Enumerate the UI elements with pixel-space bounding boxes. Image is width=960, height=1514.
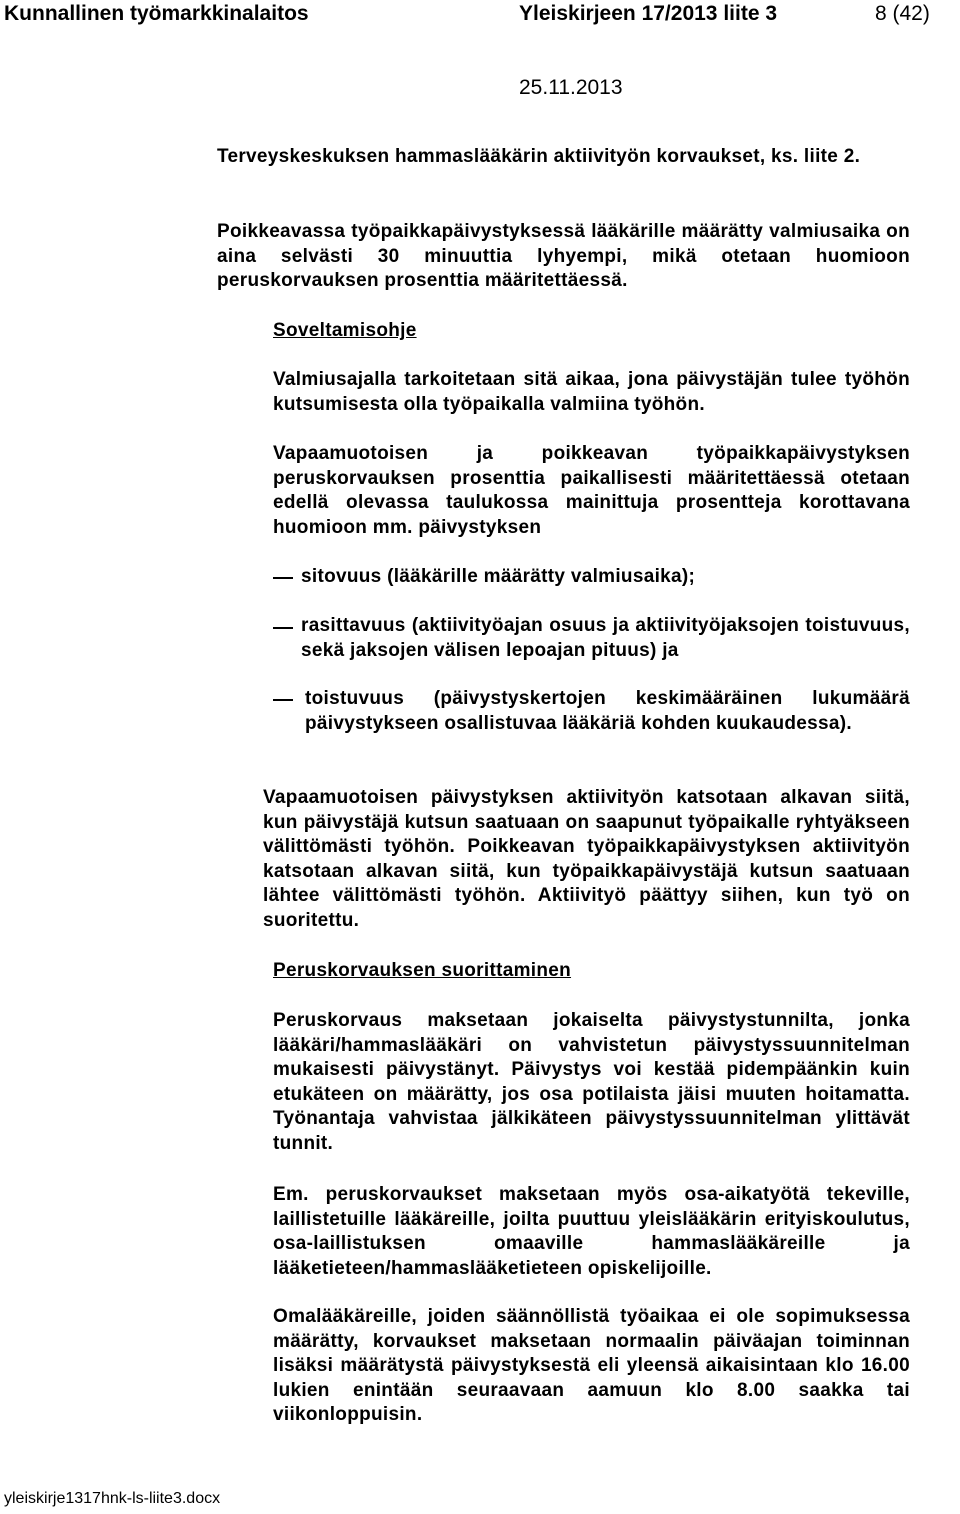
paragraph-atypical-on-call: Poikkeavassa työpaikkapäivystyksessä lääkärille määrätty valmiusaika on aina selvästi 30 minuuttia lyhyempi, mikä otetaan huomioon peruskorvauksen prosenttia määritettäessä. (217, 221, 910, 291)
heading-base-compensation-payment: Peruskorvauksen suorittaminen (273, 960, 572, 981)
bullet-dash-3 (273, 699, 293, 701)
bullet-item-strain: rasittavuus (aktiivityöajan osuus ja aktiivityöjaksojen toistuvuus, sekä jaksojen välisen lepoajan pituus) ja (301, 615, 910, 661)
bullet-dash-1 (273, 577, 293, 579)
bullet-item-frequency: toistuvuus (päivystyskertojen keskimääräinen lukumäärä päivystykseen osallistuvaa lääkäriä kohden kuukaudessa). (305, 688, 910, 734)
paragraph-standby-definition: Valmiusajalla tarkoitetaan sitä aikaa, jona päivystäjän tulee työhön kutsumisesta olla työpaikalla valmiina työhön. (273, 369, 910, 415)
document-date: 25.11.2013 (519, 76, 623, 99)
paragraph-personal-doctors: Omalääkäreille, joiden säännöllistä työaikaa ei ole sopimuksessa määrätty, korvaukset maksetaan normaalin päiväajan toiminnan lisäksi määrätystä päivystyksestä eli yleensä aikaisintaan klo 16.00 lukien enintään seuraavaan aamuun klo 8.00 saakka tai viikonloppuisin. (273, 1306, 910, 1425)
paragraph-part-time-doctors: Em. peruskorvaukset maksetaan myös osa-aikatyötä tekeville, laillistetuille lääkäreille, joilta puuttuu yleislääkärin erityiskoulutus, osa-laillistuksen omaaville hammaslääkäreille ja lääketieteen/hammaslääketieteen opiskelijoille. (273, 1184, 910, 1279)
paragraph-active-work-start: Vapaamuotoisen päivystyksen aktiivityön katsotaan alkavan siitä, kun päivystäjä kutsun saatuaan on saapunut työpaikalle ryhtyäkseen välittömästi työhön. Poikkeavan työpaikkapäivystyksen aktiivityön katsotaan alkavan siitä, kun työpaikkapäivystäjä kutsun saatuaan lähtee välittömästi työhön. Aktiivityö päättyy siihen, kun työ on suoritettu. (263, 787, 910, 931)
footer-filename: yleiskirje1317hnk-ls-liite3.docx (4, 1490, 221, 1507)
page-number: 8 (42) (875, 2, 930, 25)
bullet-item-binding: sitovuus (lääkärille määrätty valmiusaika); (301, 566, 696, 587)
heading-application-guidance: Soveltamisohje (273, 320, 417, 341)
circular-reference: Yleiskirjeen 17/2013 liite 3 (519, 2, 778, 25)
paragraph-base-compensation-hourly: Peruskorvaus maksetaan jokaiselta päivystystunnilta, jonka lääkäri/hammaslääkäri on vahvistetun päivystyssuunnitelman mukaisesti päivystänyt. Päivystys voi kestää pidempäänkin kuin etukäteen on määrätty, jos osa potilaista jäisi muuten hoitamatta. Työnantaja vahvistaa jälkikäteen päivystyssuunnitelman ylittävät tunnit. (273, 1010, 910, 1154)
organization-name: Kunnallinen työmarkkinalaitos (4, 2, 309, 25)
bullet-dash-2 (273, 627, 293, 629)
paragraph-base-compensation-percentage: Vapaamuotoisen ja poikkeavan työpaikkapäivystyksen peruskorvauksen prosenttia paikallisesti määritettäessä otetaan edellä olevassa taulukossa mainittuja prosentteja korottavana huomioon mm. päivystyksen (273, 443, 910, 538)
paragraph-dental-compensation: Terveyskeskuksen hammaslääkärin aktiivityön korvaukset, ks. liite 2. (217, 146, 861, 167)
